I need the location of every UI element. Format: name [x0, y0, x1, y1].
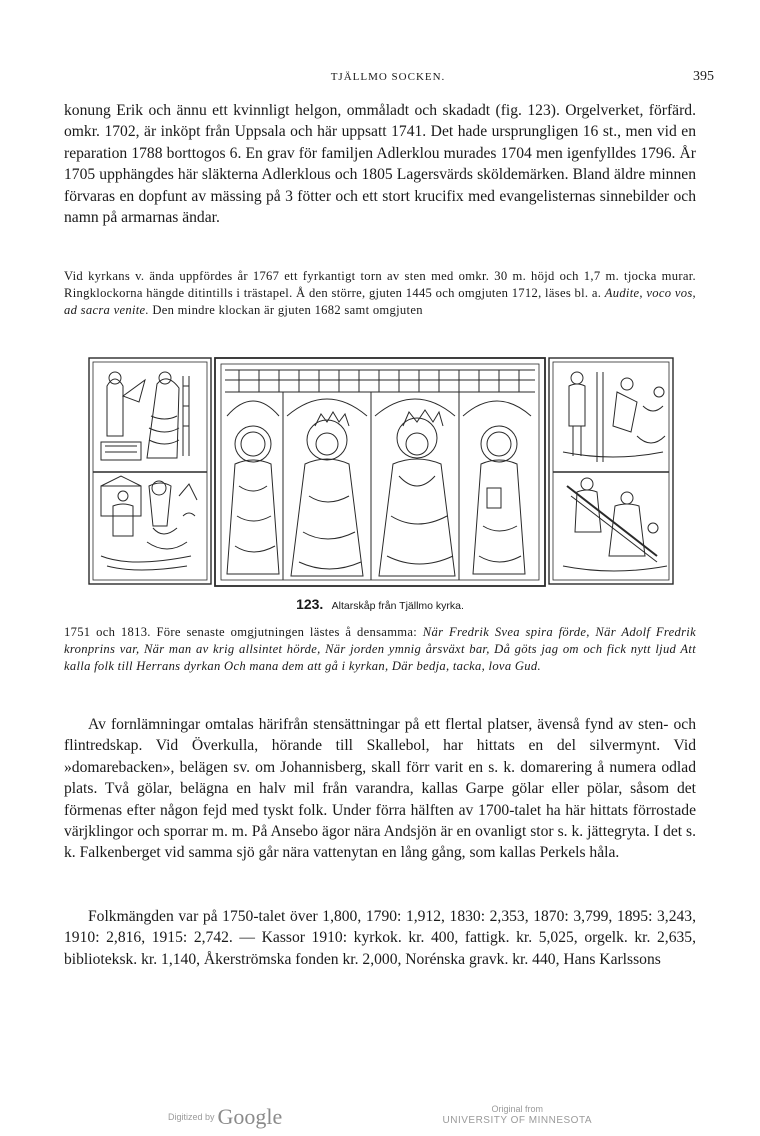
original-from-label: Original from	[491, 1104, 544, 1114]
paragraph-tower-bells	[64, 268, 696, 320]
institution-name: UNIVERSITY OF MINNESOTA	[442, 1115, 592, 1126]
crown-christ	[403, 410, 443, 426]
inscription-intro: 1751 och 1813. Före senaste omgjutningen lästes å densamma:	[64, 625, 418, 639]
bells-text-end: Den mindre klockan är gjuten 1682 samt omgjuten	[152, 303, 423, 318]
page-number: 395	[693, 69, 714, 84]
paragraph-ancient-remains: Av fornlämningar omtalas härifrån stensättningar på ett flertal platser, ävenså fynd av sten- och flintredskap. Vid Överkulla, hörande till Skallebol, har hittats en del silvermynt. Vid »domarebacken», belägen sv. om Johannisberg, skall förr varit en s. k. domarering å numera odlad plats. Två gölar, belägna en halv mil från varandra, kallas Garpe gölar eller pölar, såsom det förmenas efter någon fejd med tyskt folk. Under förra hälften av 1700-talet ha här hittats förrostade värjklingor och sporrar m. m. På Ansebo ägor nära Andsjön är en ovanligt stor s. k. jättegryta. I det s. k. Falkenberget vid samma sjö går nära vattenytan en lång gång, som kallas Perkels håla.	[64, 716, 696, 862]
bells-text: Vid kyrkans v. ända uppfördes år 1767 ett fyrkantigt torn av sten med omkr. 30 m. höjd och 1,7 m. tjocka murar. Ringklockorna hängde ditintills i trästapel. Å den större, gjuten 1445 och omgjuten 1712, läses bl. a.	[64, 269, 696, 301]
halo-right-saint	[481, 426, 517, 462]
halo-left-saint	[235, 426, 271, 462]
running-title: TJÄLLMO SOCKEN.	[330, 71, 446, 83]
original-from-mark	[443, 1104, 592, 1126]
google-logo: Google	[217, 1104, 283, 1129]
saints-figures	[227, 410, 525, 576]
digitized-by-label: Digitized by	[168, 1112, 215, 1122]
crown-virgin	[315, 412, 349, 426]
inscription-verse: När Fredrik Svea spira förde, När Adolf Fredrik kronprins var, När man av krig allsintet hörde, När jorden ymnig årsväxt bar, Då göts jag om och fick nytt ljud Att kalla folk till Herrans dyrkan Och mana dem att gå i kyrkan, Där bedja, tacka, lova Gud.	[64, 625, 696, 674]
altarpiece-illustration	[87, 356, 675, 588]
digitized-by-mark	[168, 1100, 283, 1129]
halo-virgin	[307, 420, 347, 460]
halo-christ	[397, 418, 437, 458]
figure-caption-text: Altarskåp från Tjällmo kyrka.	[331, 600, 464, 612]
page-header	[62, 71, 714, 91]
paragraph-church-inventory: konung Erik och ännu ett kvinnligt helgon, ommåladt och skadadt (fig. 123). Orgelverket, förfärd. omkr. 1702, är inköpt från Uppsala och här uppsatt 1741. Det hade ursprungligen 16 st., men vid en reparation 1788 borttogos 6. En grav för familjen Adlerklou murades 1704 men igenfylldes 1796. År 1705 upphängdes här släkterna Adlerklous och 1805 Lagersvärds sköldemärken. Bland äldre minnen förvaras en dopfunt av mässing på 3 fötter och ett stort krucifix med evangelisternas sinnebilder och namn på armarnas ändar.	[64, 102, 696, 227]
annunciation-scene	[101, 372, 189, 460]
figure-number: 123.	[296, 596, 324, 612]
figure-caption	[0, 596, 760, 612]
nativity-scene	[101, 476, 197, 570]
paragraph-bell-inscription	[64, 624, 696, 676]
bells-inscription-latin: Audite, voco vos, ad sacra venite.	[64, 286, 696, 318]
paragraph-population: Folkmängden var på 1750-talet över 1,800, 1790: 1,912, 1830: 2,353, 1870: 3,799, 1895: 3,243, 1910: 2,816, 1915: 2,742. — Kassor 1910: kyrkok. kr. 400, fattigk. kr. 5,025, orgelk. kr. 2,635, biblioteksk. kr. 1,140, Åkerströmska fonden kr. 2,000, Norénska gravk. kr. 440, Hans Karlssons	[64, 908, 696, 968]
